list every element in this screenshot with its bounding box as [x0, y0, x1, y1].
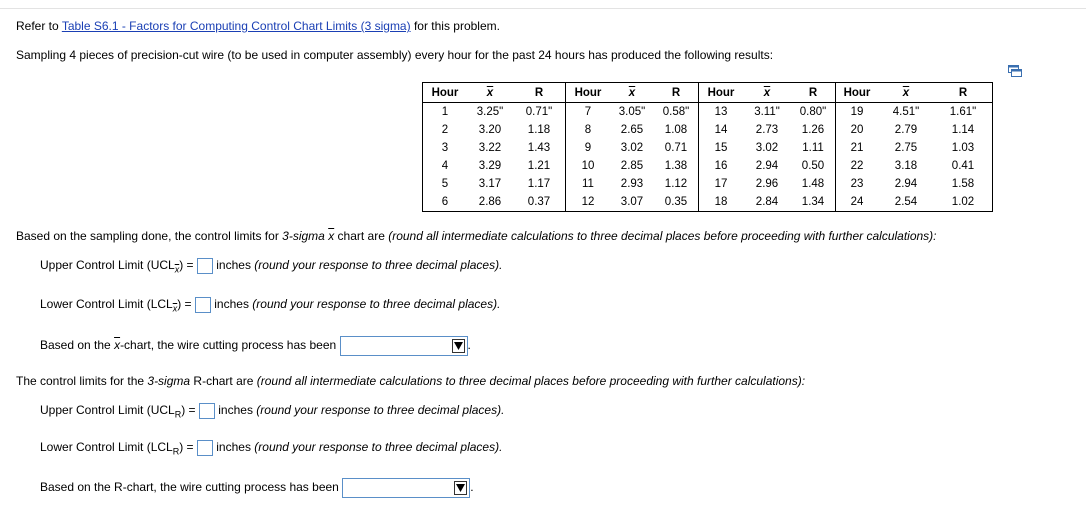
- cell-hour: 8: [566, 121, 611, 139]
- cell-r: 0.80": [799, 106, 827, 118]
- cell-hour: 20: [836, 121, 879, 139]
- header-xbar: $\overline{x}$: [743, 83, 791, 103]
- cell-r: 1.14: [951, 124, 975, 136]
- cell-r: 0.71": [525, 106, 553, 118]
- xbar-ucl-label: Upper Control Limit (UCL: [40, 258, 175, 273]
- cell-r: 0.35: [654, 193, 699, 212]
- xbar-lcl-note: (round your response to three decimal places).: [252, 297, 501, 312]
- table-row: [423, 193, 993, 212]
- cell-r: 1.34: [791, 193, 836, 212]
- xbar-intro-pre: Based on the sampling done, the control limits for: [16, 229, 283, 243]
- r-intro-note: (round all intermediate calculations to three decimal places before proceeding with further calculations):: [256, 374, 806, 388]
- cell-xbar: 2.94: [755, 160, 779, 172]
- r-lcl-note: (round your response to three decimal places).: [254, 440, 503, 455]
- cell-hour: 5: [441, 178, 449, 190]
- cell-r: 0.37: [513, 193, 566, 212]
- cell-xbar: 4.51": [892, 106, 920, 118]
- xbar-symbol: $\overline{x}$: [328, 229, 335, 243]
- cell-xbar: 3.11": [754, 106, 780, 118]
- table-header-row: [423, 83, 993, 103]
- dropdown-arrow-icon[interactable]: [454, 481, 467, 495]
- header-r: R: [934, 83, 993, 103]
- xbar-intro-sigma: 3-sigma: [282, 229, 325, 243]
- cell-hour: 19: [836, 103, 879, 122]
- r-conclusion-row: [40, 478, 474, 498]
- cell-xbar: 2.85: [620, 160, 644, 172]
- header-xbar: $\overline{x}$: [467, 83, 513, 103]
- cell-r: 1.58: [951, 178, 975, 190]
- refer-line: [16, 19, 500, 33]
- cell-r: 1.02: [934, 193, 993, 212]
- cell-xbar: 2.79: [894, 124, 918, 136]
- r-intro-sigma: 3-sigma: [147, 374, 191, 388]
- cell-hour: 18: [699, 193, 744, 212]
- cell-r: 1.12: [664, 178, 688, 190]
- cell-xbar: 2.73: [755, 124, 779, 136]
- r-lcl-row: [40, 440, 502, 457]
- r-lcl-input[interactable]: [197, 440, 213, 456]
- cell-hour: 15: [699, 139, 744, 157]
- cell-xbar: 3.18: [894, 160, 918, 172]
- cell-hour: 3: [441, 142, 449, 154]
- r-ucl-close: ) =: [181, 403, 196, 418]
- cell-r: 1.61": [949, 106, 977, 118]
- header-r: R: [513, 83, 566, 103]
- table-row: [423, 103, 993, 122]
- r-conclusion-text: Based on the R-chart, the wire cutting process has been: [40, 480, 339, 495]
- cell-r: 0.71: [664, 142, 688, 154]
- cell-hour: 22: [836, 157, 879, 175]
- popout-icon[interactable]: [1008, 65, 1022, 77]
- r-lcl-units: inches: [216, 440, 255, 455]
- cell-hour: 12: [566, 193, 611, 212]
- r-ucl-label: Upper Control Limit (UCL: [40, 403, 175, 418]
- cell-xbar: 2.94: [894, 178, 918, 190]
- cell-r: 1.17: [527, 178, 551, 190]
- cell-hour: 13: [699, 103, 744, 122]
- period: .: [470, 480, 474, 495]
- cell-r: 1.21: [527, 160, 551, 172]
- cell-hour: 24: [836, 193, 879, 212]
- top-divider: [0, 8, 1086, 9]
- header-xbar: $\overline{x}$: [878, 83, 934, 103]
- cell-hour: 10: [566, 157, 611, 175]
- r-intro-pre: The control limits for the: [16, 374, 148, 388]
- cell-hour: 23: [836, 175, 879, 193]
- xbar-ucl-note: (round your response to three decimal places).: [254, 258, 503, 273]
- cell-hour: 4: [441, 160, 449, 172]
- cell-xbar: 3.25": [476, 106, 504, 118]
- cell-hour: 17: [699, 175, 744, 193]
- xbar-conclusion-row: [40, 336, 471, 356]
- cell-xbar: 3.02: [620, 142, 644, 154]
- cell-r: 1.03: [951, 142, 975, 154]
- dropdown-arrow-icon[interactable]: [452, 339, 465, 353]
- cell-xbar: 2.86: [467, 193, 513, 212]
- xbar-ucl-sub: x: [174, 264, 180, 275]
- cell-r: 1.48: [801, 178, 825, 190]
- table-s6-1-link[interactable]: Table S6.1 - Factors for Computing Control Chart Limits (3 sigma): [61, 19, 411, 33]
- xbar-lcl-input[interactable]: [195, 297, 211, 313]
- cell-xbar: 2.54: [878, 193, 934, 212]
- cell-xbar: 2.84: [743, 193, 791, 212]
- cell-r: 0.41: [951, 160, 975, 172]
- header-hour: Hour: [423, 83, 468, 103]
- cell-r: 1.38: [664, 160, 688, 172]
- header-hour: Hour: [566, 83, 611, 103]
- table-row: [423, 121, 993, 139]
- xbar-ucl-input[interactable]: [197, 258, 213, 274]
- cell-hour: 2: [441, 124, 449, 136]
- xbar-ucl-close: ) =: [179, 258, 194, 273]
- header-hour: Hour: [836, 83, 879, 103]
- r-limits-intro: [16, 374, 805, 388]
- cell-r: 1.43: [527, 142, 551, 154]
- xbar-lcl-row: [40, 297, 500, 314]
- table-row: [423, 139, 993, 157]
- header-hour: Hour: [699, 83, 744, 103]
- cell-xbar: 3.07: [610, 193, 654, 212]
- r-ucl-units: inches: [218, 403, 257, 418]
- cell-hour: 16: [699, 157, 744, 175]
- cell-hour: 14: [699, 121, 744, 139]
- cell-xbar: 3.22: [478, 142, 502, 154]
- cell-xbar: 2.93: [620, 178, 644, 190]
- xbar-lcl-label: Lower Control Limit (LCL: [40, 297, 173, 312]
- xbar-limits-intro: [16, 229, 937, 243]
- cell-r: 1.26: [801, 124, 825, 136]
- xbar-conclusion-pre: Based on the: [40, 338, 115, 353]
- results-table: [422, 82, 993, 212]
- cell-r: 1.08: [664, 124, 688, 136]
- r-process-dropdown[interactable]: [342, 478, 470, 498]
- xbar-lcl-sub: x: [172, 303, 178, 314]
- r-intro-chart: R-chart are: [190, 374, 257, 388]
- cell-xbar: 2.96: [755, 178, 779, 190]
- cell-xbar: 2.65: [620, 124, 644, 136]
- table-row: [423, 175, 993, 193]
- r-ucl-note: (round your response to three decimal places).: [256, 403, 505, 418]
- xbar-lcl-units: inches: [214, 297, 253, 312]
- cell-xbar: 2.75: [894, 142, 918, 154]
- refer-suffix: for this problem.: [410, 19, 500, 33]
- xbar-ucl-row: [40, 258, 502, 275]
- cell-hour: 21: [836, 139, 879, 157]
- r-ucl-sub: R: [174, 409, 182, 420]
- xbar-ucl-units: inches: [216, 258, 255, 273]
- cell-xbar: 3.02: [755, 142, 779, 154]
- r-lcl-close: ) =: [179, 440, 194, 455]
- sampling-text: Sampling 4 pieces of precision-cut wire (to be used in computer assembly) every hour for the past 24 hours has produced the following results:: [16, 48, 774, 62]
- refer-prefix: Refer to: [16, 19, 62, 33]
- xbar-intro-note: (round all intermediate calculations to three decimal places before proceeding with further calculations):: [388, 229, 937, 243]
- cell-r: 0.50: [801, 160, 825, 172]
- header-r: R: [791, 83, 836, 103]
- table-row: [423, 157, 993, 175]
- period: .: [467, 338, 471, 353]
- cell-xbar: 3.20: [478, 124, 502, 136]
- xbar-lcl-close: ) =: [177, 297, 192, 312]
- cell-xbar: 3.05": [618, 106, 646, 118]
- cell-hour: 7: [566, 103, 611, 122]
- cell-xbar: 3.29: [478, 160, 502, 172]
- cell-r: 0.58": [662, 106, 690, 118]
- cell-hour: 9: [566, 139, 611, 157]
- header-xbar: $\overline{x}$: [610, 83, 654, 103]
- xbar-process-dropdown[interactable]: [340, 336, 468, 356]
- r-ucl-input[interactable]: [199, 403, 215, 419]
- xbar-intro-chart: chart are: [334, 229, 389, 243]
- cell-xbar: 3.17: [478, 178, 502, 190]
- r-lcl-sub: R: [172, 446, 180, 457]
- xbar-conclusion-post: -chart, the wire cutting process has been: [120, 338, 337, 353]
- cell-r: 1.11: [802, 142, 824, 154]
- cell-r: 1.18: [527, 124, 551, 136]
- xbar-conclusion-symbol: $\overline{x}$: [114, 338, 121, 353]
- r-lcl-label: Lower Control Limit (LCL: [40, 440, 173, 455]
- cell-hour: 6: [423, 193, 468, 212]
- cell-hour: 1: [441, 106, 449, 118]
- r-ucl-row: [40, 403, 504, 420]
- cell-hour: 11: [566, 175, 611, 193]
- header-r: R: [654, 83, 699, 103]
